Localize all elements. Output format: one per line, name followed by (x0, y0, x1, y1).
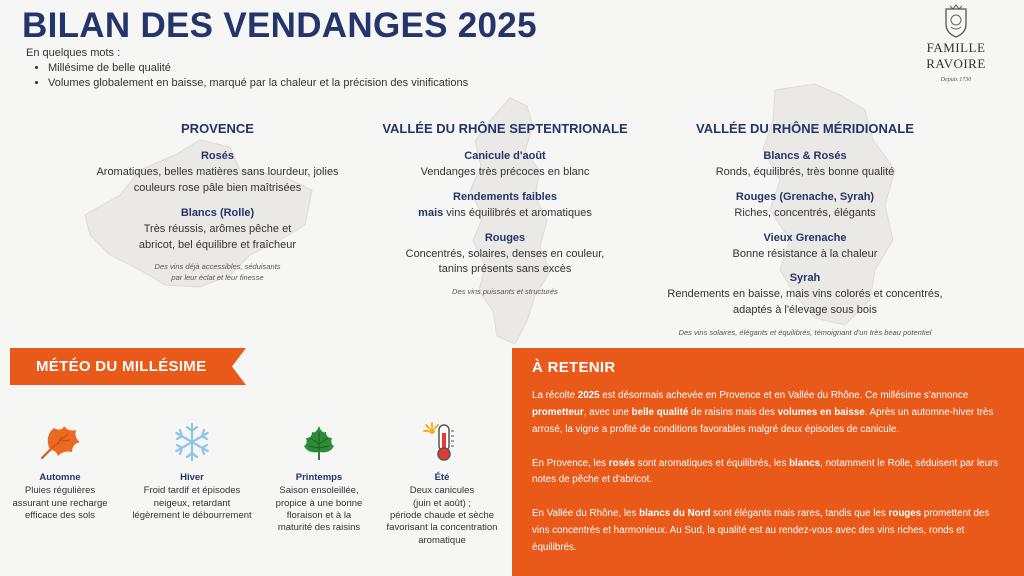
season-line: période chaude et sèche (389, 510, 495, 522)
region-rhone-septentrionale (362, 120, 648, 298)
season-line: Pluies régulières (24, 485, 96, 497)
season-line: (juin et août) ; (412, 497, 472, 509)
brand-name: FAMILLE RAVOIRE (926, 40, 986, 71)
region-title: VALLÉE DU RHÔNE MÉRIDIONALE (696, 121, 914, 136)
season-line: maturité des raisins (277, 522, 361, 534)
season-name: Automne (39, 472, 81, 483)
intro-bullets (26, 62, 468, 89)
page-title: BILAN DES VENDANGES 2025 (22, 6, 537, 45)
emphasis: volumes en baisse (777, 406, 865, 418)
section-heading: Blancs (Rolle) (180, 206, 255, 219)
season-spring (268, 420, 370, 535)
region-title: VALLÉE DU RHÔNE SEPTENTRIONALE (382, 121, 628, 136)
brand-since: Depuis 1730 (940, 77, 972, 83)
section-text: Rendements en baisse, mais vins colorés et concentrés, adaptés à l'élevage sous bois (667, 288, 943, 317)
retenir-panel (512, 348, 1024, 576)
season-summer (376, 420, 508, 547)
meteo-title: MÉTÉO DU MILLÉSIME (36, 358, 207, 375)
season-line: Deux canicules (409, 485, 475, 497)
intro-lead: En quelques mots : (26, 47, 121, 59)
region-rhone-meridionale (636, 120, 974, 339)
section-text-rest: vins équilibrés et aromatiques (443, 206, 592, 219)
emphasis: prometteur (532, 406, 584, 418)
emphasis: 2025 (577, 390, 600, 401)
section-text: Ronds, équilibrés, très bonne qualité (715, 165, 895, 178)
season-line: Saison ensoleillée, (279, 485, 359, 497)
section-text: Aromatiques, belles matières sans lourdeur, jolies couleurs rose pâle bien maîtrisées (96, 165, 339, 194)
thermometer-sun-icon (376, 420, 508, 464)
section-text: Bonne résistance à la chaleur (732, 247, 878, 260)
section-heading: Syrah (789, 272, 821, 285)
season-autumn (10, 420, 110, 522)
section-text: Très réussis, arômes pêche et abricot, bel équilibre et fraîcheur (138, 222, 297, 251)
autumn-leaf-icon (10, 420, 110, 464)
section-heading: Rendements faibles (453, 190, 557, 203)
retenir-title: À RETENIR (532, 359, 616, 376)
season-line: favorisant la concentration (386, 522, 498, 534)
intro (26, 47, 468, 92)
season-name: Hiver (180, 472, 204, 483)
season-line: Froid tardif et épisodes (143, 485, 241, 497)
season-name: Printemps (295, 472, 343, 483)
season-line: efficace des sols (24, 510, 96, 522)
section-heading: Vieux Grenache (763, 231, 847, 244)
section-text: Concentrés, solaires, denses en couleur, tanins présents sans excès (405, 247, 605, 276)
region-title: PROVENCE (181, 121, 254, 136)
section-heading: Blancs & Rosés (763, 149, 847, 162)
intro-bullet: • Millésime de belle qualité (48, 62, 468, 74)
season-winter (122, 420, 262, 522)
emphasis: rosés (608, 457, 635, 469)
season-line: légèrement le débourrement (132, 510, 252, 522)
section-heading: Rouges (Grenache, Syrah) (735, 190, 875, 203)
retenir-paragraph: La récolte 2025 est désormais achevée en Provence et en Vallée du Rhône. Ce millésime s'annonce prometteur, avec une belle qualité de raisins mais des volumes en baisse. Après un automne-hiver très arrosé, la vigne a profité de conditions favorables malgré deux épisodes de canicule. (532, 390, 994, 435)
season-line: aromatique (418, 534, 466, 546)
season-line: propice à une bonne (275, 497, 363, 509)
emphasis: rouges (888, 508, 922, 520)
region-note: Des vins solaires, élégants et équilibrés, témoignant d'un très beau potentiel (678, 328, 932, 338)
section-text: Vendanges très précoces en blanc (420, 165, 590, 178)
season-line: floraison et à la (286, 510, 352, 522)
family-crest-icon (943, 4, 969, 38)
meteo-banner (10, 348, 246, 385)
region-note: Des vins déjà accessibles, séduisants par leur éclat et leur finesse (154, 262, 281, 282)
emphasis: belle qualité (631, 406, 689, 418)
emphasis: blancs (789, 457, 821, 469)
emphasis: blancs du Nord (639, 508, 711, 520)
region-note: Des vins puissants et structurés (452, 287, 558, 297)
intro-bullet: • Volumes globalement en baisse, marqué par la chaleur et la précision des vinifications (48, 77, 468, 89)
section-heading: Rosés (200, 149, 235, 162)
section-heading: Rouges (484, 231, 526, 244)
retenir-paragraph: En Provence, les rosés sont aromatiques et équilibrés, les blancs, notamment le Rolle, séduisent par leurs notes de pêche et d'abricot. (532, 457, 999, 486)
section-text: Riches, concentrés, élégants (734, 206, 876, 219)
section-text-bold: mais (418, 206, 444, 219)
season-line: neigeux, retardant (153, 497, 231, 509)
section-heading: Canicule d'août (464, 149, 546, 162)
section-text (362, 206, 648, 222)
season-name: Été (434, 472, 450, 483)
region-provence (75, 120, 360, 283)
season-line: assurant une recharge (12, 497, 108, 509)
retenir-paragraph: En Vallée du Rhône, les blancs du Nord sont élégants mais rares, tandis que les rouges promettent des vins concentrés et harmonieux. Au Sud, la qualité est au rendez-vous avec des vins riches, ronds et équilibrés. (532, 508, 990, 553)
brand-logo (896, 4, 1016, 83)
vine-leaf-icon (268, 420, 370, 464)
snowflake-icon (122, 420, 262, 464)
